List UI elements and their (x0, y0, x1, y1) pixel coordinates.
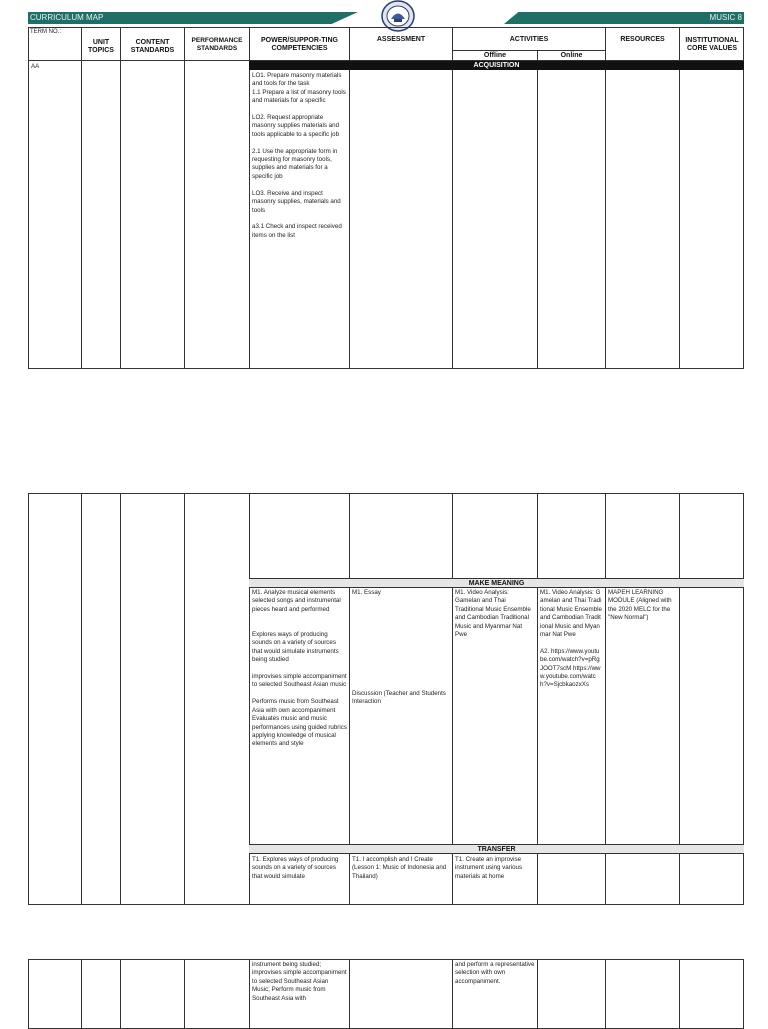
col-performance-standards: PERFORMANCE STANDARDS (191, 37, 243, 52)
col-content-standards: CONTENT STANDARDS (130, 39, 175, 54)
curriculum-table-meaning-transfer (28, 493, 744, 905)
col-offline: Offline (483, 51, 507, 59)
continued-offline-activity: and perform a representative selection with own accompaniment. (455, 961, 535, 985)
curriculum-table-acquisition (28, 27, 744, 369)
band-transfer: TRANSFER (249, 844, 744, 854)
term-value: AA (31, 63, 40, 70)
curriculum-table-continued (28, 959, 744, 1029)
acquisition-competencies: LO1. Prepare masonry materials and tools for the task 1.1 Prepare a list of masonry tools and materials for a specific LO2. Request appropriate masonry supplies materials and tools applicable to a specific job 2.1 Use the appropriate form in requesting for masonry tools, supplies and materials for a specific job LO3. Receive and inspect masonry supplies, materials and tools a3.1 Check and inspect received items on the list (252, 72, 346, 239)
meaning-resources: MAPEH LEARNING MODULE (Aligned with the 2020 MELC for the "New Normal") (608, 589, 672, 622)
col-unit-topics: UNIT TOPICS (88, 39, 114, 54)
col-online: Online (560, 51, 583, 59)
col-resources: RESOURCES (620, 36, 665, 43)
header-right-band (504, 12, 744, 24)
meaning-online-activity: M1. Video Analysis: Gamelan and Thai Traditional Music Ensemble and Cambodian Traditional Music and Myanmar Nat Pwe A2. https://www.youtube.com/watch?v=pRgJOOT7scM https://www.youtube.com/watch?v=SjcbkaozxXs (540, 589, 602, 689)
subject-label: MUSIC 8 (709, 13, 742, 22)
transfer-competencies: T1. Explores ways of producing sounds on a variety of sources that would simulate (252, 856, 339, 880)
col-assessment: ASSESSMENT (376, 36, 426, 43)
band-acquisition: ACQUISITION (249, 61, 744, 70)
transfer-assessment: T1. I accomplish and I Create (Lesson 1: Music of Indonesia and Thailand) (352, 856, 447, 880)
meaning-assessment-essay: M1. Essay (352, 589, 381, 596)
col-competencies: POWER/SUPPOR-TING COMPETENCIES (260, 37, 338, 52)
document-title: CURRICULUM MAP (30, 13, 104, 22)
term-label: TERM NO.: (30, 29, 61, 35)
band-make-meaning: MAKE MEANING (249, 578, 744, 588)
meaning-offline-activity: M1. Video Analysis: Gamelan and Thai Traditional Music Ensemble and Cambodian Traditional Music and Myanmar Nat Pwe (455, 589, 531, 639)
continued-competencies: instrument being studied; improvises simple accompaniment to selected Southeast Asian Music; Perform music from Southeast Asia with (252, 961, 347, 1002)
col-activities: ACTIVITIES (509, 36, 549, 43)
transfer-offline-activity: T1. Create an improvise instrument using various materials at home (455, 856, 523, 880)
meaning-assessment-discussion: Discussion (Teacher and Students Interaction (352, 690, 446, 706)
meaning-competencies: M1. Analyze musical elements selected songs and instrumental pieces heard and performed Explores ways of producing sounds on a variety of sources that would simulate instruments being studied improvises simple accompaniment to selected Southeast Asian music Performs music from Southeast Asia with own accompaniment Evaluates music and music performances using guided rubrics applying knowledge of musical elements and style (252, 589, 347, 748)
col-core-values: INSTITUTIONAL CORE VALUES (685, 37, 739, 52)
